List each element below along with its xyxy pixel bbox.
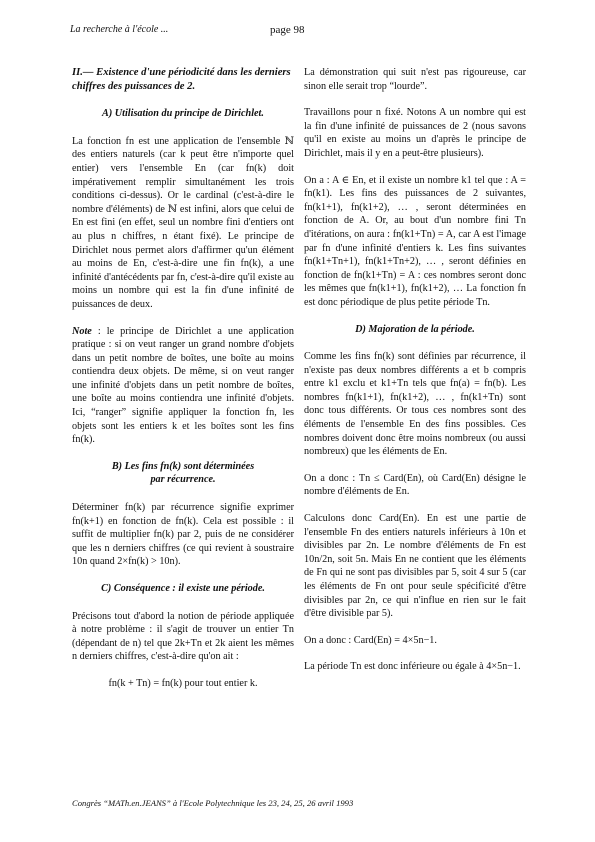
left-column	[72, 66, 294, 691]
subsection-b-heading	[72, 460, 294, 487]
page-number: page 98	[270, 24, 305, 36]
paragraph-period: Précisons tout d'abord la notion de période appliquée à notre problème : il s'agit de trouver un entier Tn (dépendant de n) tel que 2k+Tn et 2k aient les mêmes n derniers chiffres, c'est-à-dire qu'on ait :	[72, 610, 294, 663]
paragraph-distinct: Comme les fins fn(k) sont définies par récurrence, il n'existe pas deux nombres différents a et b compris entre k1 exclu et k1+Tn tels que fn(a) = fn(b). Les nombres fn(k1+1), fn(k1+2), … , fn(k1+Tn) sont donc tous différents. Or tous ces nombres sont des éléments de l'ensemble En des fins possibles. Ces nombres doivent donc être moins nombreux (ou aussi nombreux) que les éléments de En.	[304, 351, 526, 458]
paragraph-iterations: On a : A ∈ En, et il existe un nombre k1 tel que : A = fn(k1). Les fins des puissances de 2 suivantes, fn(k1+1), fn(k1+2), … , seront déterminées en fonction de A. Or, au bout d'un nombre fini Tn d'itérations, on aura : fn(k1+Tn) = A, car A est l'image par fn d'une infinité d'entiers k. Les fins suivantes fn(k1+Tn+1), fn(k1+Tn+2), … , seront définies en fonction de fn(k1+Tn) = A : ces nombres seront donc les mêmes que fn(k1+1), fn(k1+2), … La fonction fn est donc périodique de plus petite période Tn.	[304, 174, 526, 308]
paragraph-conclusion: La période Tn est donc inférieure ou égale à 4×5n−1.	[304, 661, 521, 673]
subsection-a-heading: A) Utilisation du principe de Dirichlet.	[102, 108, 264, 120]
paragraph-fix-n: Travaillons pour n fixé. Notons A un nombre qui est la fin d'une infinité de puissances de 2 (nous savons qu'il en existe au moins un d'après le principe de Dirichlet, mais il y en a peut-être plusieurs).	[304, 107, 526, 159]
right-column	[304, 66, 526, 687]
subsection-c-heading: C) Conséquence : il existe une période.	[101, 583, 265, 594]
page-footer: Congrès “MATh.en.JEANS” à l'Ecole Polytechnique les 23, 24, 25, 26 avril 1993	[72, 798, 354, 808]
paragraph-rigour: La démonstration qui suit n'est pas rigoureuse, car sinon elle serait trop “lourde”.	[304, 67, 526, 92]
subsection-d-heading: D) Majoration de la période.	[355, 323, 475, 335]
section-title: II.— Existence d'une périodicité dans les derniers chiffres des puissances de 2.	[72, 67, 291, 92]
paragraph-dirichlet: La fonction fn est une application de l'ensemble ℕ des entiers naturels (car k peut être n'importe quel entier) vers l'ensemble En (car fn(k) doit impérativement remplir simultanément les trois conditions ci-dessus). Or le cardinal (c'est-à-dire le nombre d'éléments) de ℕ est infini, alors que celui de En est fini (en effet, seul un nombre fini d'entiers ont au plus n chiffres, n étant fixé). Le principe de Dirichlet nous permet alors d'affirmer qu'un élément au moins de En, c'est-à-dire une fin fn(k), a une infinité d'antécédents par fn, c'est-à-dire qu'il existe au moins un nombre qui est la fin d'une infinité de puissances de deux.	[72, 135, 294, 310]
note-paragraph	[72, 325, 294, 447]
paragraph-bound: On a donc : Tn ≤ Card(En), où Card(En) désigne le nombre d'éléments de En.	[304, 472, 526, 498]
paragraph-recurrence: Déterminer fn(k) par récurrence signifie exprimer fn(k+1) en fonction de fn(k). Cela est possible : il suffit de multiplier fn(k) par 2, puis de ne considérer que les n derniers chiffres (ce qui revient à soustraire 10n quand 2×fn(k) > 10n).	[72, 502, 294, 568]
note-label: Note	[72, 325, 92, 337]
subsection-b-line1: B) Les fins fn(k) sont déterminées	[111, 460, 255, 472]
subsection-b-line2: par récurrence.	[150, 474, 216, 486]
period-formula: fn(k + Tn) = fn(k) pour tout entier k.	[108, 677, 258, 689]
note-text: : le principe de Dirichlet a une application pratique : si on veut ranger un grand nombre d'objets dans un petit nombre de boîtes, une boîte au moins contiendra deux objets. De même, si on veut ranger une infinité d'objets dans un petit nombre de boîtes, une boîte au moins contiendra une infinité d'objets. Ici, “ranger” signifie appliquer la fonction fn, les objets sont les entiers k et les boîtes sont les fins fn(k).	[72, 325, 294, 446]
paragraph-card-result: On a donc : Card(En) = 4×5n−1.	[304, 634, 437, 646]
paragraph-cardinal: Calculons donc Card(En). En est une partie de l'ensemble Fn des entiers naturels inférieurs à 10n et divisibles par 2n. Le nombre d'éléments de Fn est 10n/2n, soit 5n. Mais En ne contient que les éléments de Fn qui ne sont pas divisibles par 5, soit 4 sur 5 (car les éléments de Fn ont pour seule spécificité d'être divisibles par 2n, ce qui n'influe en rien sur le fait d'être divisible par 5).	[304, 513, 526, 620]
running-header: La recherche à l'école ...	[70, 24, 169, 35]
